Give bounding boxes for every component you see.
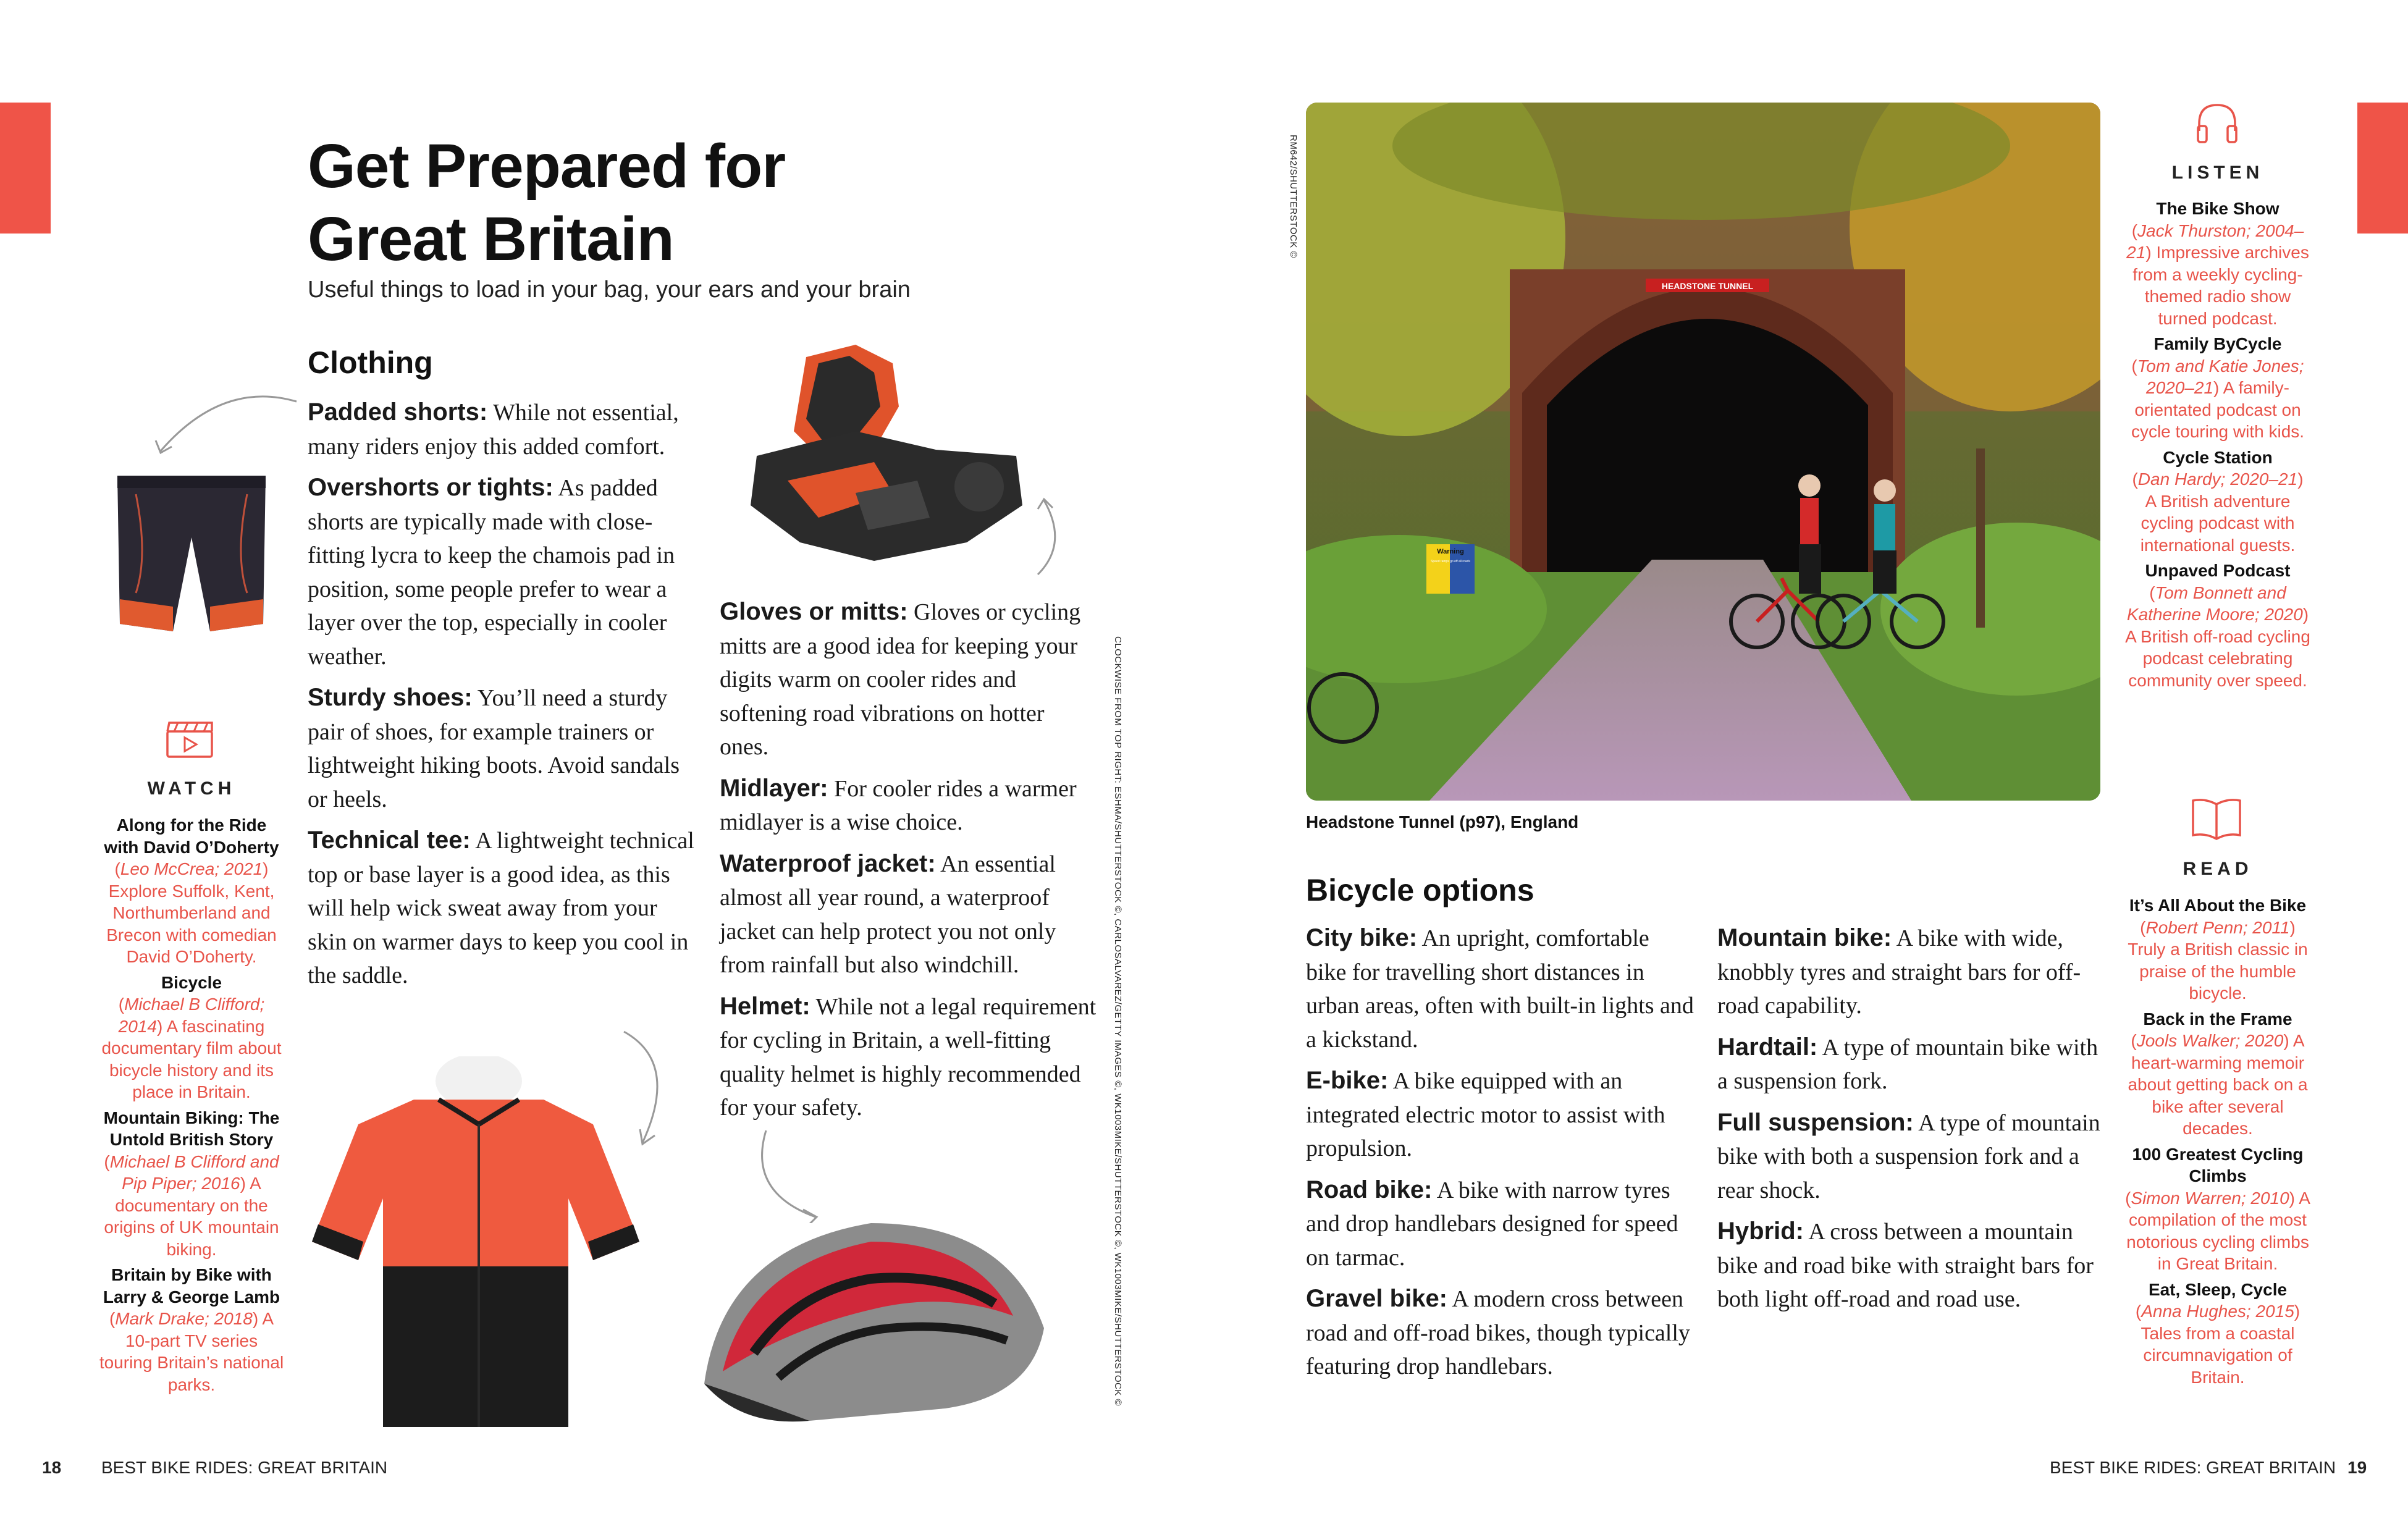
right-page-tab (2357, 103, 2408, 234)
page-title: Get Prepared for Great Britain (308, 132, 786, 274)
headphones-icon (2194, 101, 2240, 145)
clothing-item: Gloves or mitts: Gloves or cycling mitts are a good idea for keeping your digits warm on cooler rides and softening road vibrations on hotter ones. (720, 598, 1081, 760)
watch-item: Bicycle (Michael B Clifford; 2014) A fascinating documentary film about bicycle history and its place in Britain. (101, 972, 282, 1101)
tunnel-sign-text: HEADSTONE TUNNEL (1661, 281, 1754, 291)
bike-item: Hybrid: A cross between a mountain bike and road bike with straight bars for both light off-road and road use. (1717, 1218, 2094, 1312)
page-subtitle: Useful things to load in your bag, your ears and your brain (308, 277, 911, 303)
clothing-column-2 (720, 595, 1097, 1132)
clapperboard-icon (166, 720, 214, 759)
arrow-to-jersey (618, 1025, 673, 1149)
headstone-tunnel-photo (1306, 103, 2100, 801)
read-label: READ (2183, 859, 2253, 879)
warning-sign-text: Speed ramps go off all roads (1431, 560, 1470, 563)
bike-item: Hardtail: A type of mountain bike with a suspension fork. (1717, 1033, 2099, 1094)
cycling-helmet-image (686, 1198, 1056, 1446)
clothing-item: Helmet: While not a legal requirement for cycling in Britain, a well-fitting quality helmet is highly recommended for your safety. (720, 992, 1097, 1121)
watch-label: WATCH (147, 778, 236, 799)
bike-item: Gravel bike: A modern cross between road and off-road bikes, though typically featuring drop handlebars. (1306, 1285, 1690, 1379)
warning-sign-title: Warning (1437, 548, 1464, 555)
open-book-icon (2191, 797, 2242, 844)
bike-column-2 (1717, 921, 2100, 1324)
read-item: Back in the Frame (Jools Walker; 2020) A heart-warming memoir about getting back on a bike after several decades. (2128, 1009, 2308, 1138)
clothing-item: Technical tee: A lightweight technical top or base layer is a good idea, as this will help wick sweat away from your skin on warmer days to keep you cool in the saddle. (308, 827, 694, 988)
watch-item: Mountain Biking: The Untold British Story (Michael B Clifford and Pip Piper; 2016) A documentary on the origins of UK mountain biking. (103, 1108, 280, 1259)
bike-column-1 (1306, 921, 1695, 1391)
bike-item: Road bike: A bike with narrow tyres and drop handlebars designed for speed on tarmac. (1306, 1176, 1678, 1271)
read-item: 100 Greatest Cycling Climbs (Simon Warren; 2010) A compilation of the most notorious cycling climbs in Great Britain. (2125, 1144, 2310, 1273)
cycling-gloves-image (732, 339, 1047, 567)
listen-item: Unpaved Podcast (Tom Bonnett and Katherine Moore; 2020) A British off-road cycling podcast celebrating community over speed. (2125, 561, 2310, 690)
running-title-left: BEST BIKE RIDES: GREAT BRITAIN (101, 1458, 388, 1477)
read-item: Eat, Sleep, Cycle (Anna Hughes; 2015) Tales from a coastal circumnavigation of Britain. (2135, 1279, 2301, 1387)
clothing-item: Waterproof jacket: An essential almost all year round, a waterproof jacket can help protect you not only from rainfall but also windchill. (720, 849, 1056, 978)
bike-item: City bike: An upright, comfortable bike for travelling short distances in urban areas, often with built-in lights and a kickstand. (1306, 924, 1694, 1053)
clothing-item: Padded shorts: While not essential, many riders enjoy this added comfort. (308, 398, 679, 460)
page-number-right: 19 (2347, 1458, 2367, 1477)
listen-list (2125, 198, 2310, 695)
photo-caption: Headstone Tunnel (p97), England (1306, 812, 1579, 831)
bike-item: E-bike: A bike equipped with an integrated electric motor to assist with propulsion. (1306, 1067, 1665, 1161)
arrow-to-gloves (1025, 494, 1075, 581)
watch-item: Along for the Ride with David O’Doherty (Leo McCrea; 2021) Explore Suffolk, Kent, Northumberland and Brecon with comedian David O’Doherty. (104, 815, 279, 966)
bike-item: Full suspension: A type of mountain bike with both a suspension fork and a rear shock. (1717, 1108, 2100, 1203)
arrow-to-helmet (754, 1124, 828, 1223)
cycling-jersey-image (303, 1056, 649, 1439)
read-item: It’s All About the Bike (Robert Penn; 2011) Truly a British classic in praise of the humble bicycle. (2128, 896, 2308, 1003)
watch-list (99, 814, 284, 1399)
clothing-heading: Clothing (308, 345, 433, 380)
padded-shorts-image (111, 469, 272, 655)
listen-label: LISTEN (2171, 162, 2264, 183)
clothing-column-1 (308, 395, 697, 1000)
clothing-item: Sturdy shoes: You’ll need a sturdy pair of shoes, for example trainers or lightweight hiking boots. Avoid sandals or heels. (308, 684, 680, 812)
listen-item: Family ByCycle (Tom and Katie Jones; 2020–21) A family-orientated podcast on cycle touring with kids. (2131, 334, 2305, 441)
bicycle-options-heading: Bicycle options (1306, 873, 1534, 907)
listen-item: Cycle Station (Dan Hardy; 2020–21) A British adventure cycling podcast with international guests. (2132, 447, 2304, 555)
clothing-item: Overshorts or tights: As padded shorts are typically made with close-fitting lycra to keep the chamois pad in position, some people prefer to wear a layer over the top, especially in cooler weather. (308, 474, 675, 670)
running-title-right: BEST BIKE RIDES: GREAT BRITAIN (2050, 1458, 2336, 1477)
photo-credit: RM642/SHUTTERSTOCK © (1288, 135, 1299, 258)
page-number-left: 18 (42, 1458, 62, 1477)
clothing-item: Midlayer: For cooler rides a warmer midlayer is a wise choice. (720, 774, 1077, 835)
left-page-tab (0, 103, 51, 234)
bike-item: Mountain bike: A bike with wide, knobbly tyres and straight bars for off-road capability. (1717, 924, 2081, 1019)
read-list (2125, 894, 2310, 1392)
watch-item: Britain by Bike with Larry & George Lamb (Mark Drake; 2018) A 10-part TV series touring Britain’s national parks. (99, 1265, 284, 1394)
listen-item: The Bike Show (Jack Thurston; 2004–21) Impressive archives from a weekly cycling-themed radio show turned podcast. (2126, 199, 2309, 328)
image-credit-left: CLOCKWISE FROM TOP RIGHT: ESHMA/SHUTTERSTOCK ©, CARLOSALVAREZ/GETTY IMAGES ©, WK1003MIKE/SHUTTERSTOCK ©, WK1003MIKE/SHUTTERSTOCK © (1113, 636, 1123, 1407)
arrow-to-shorts (148, 386, 303, 460)
